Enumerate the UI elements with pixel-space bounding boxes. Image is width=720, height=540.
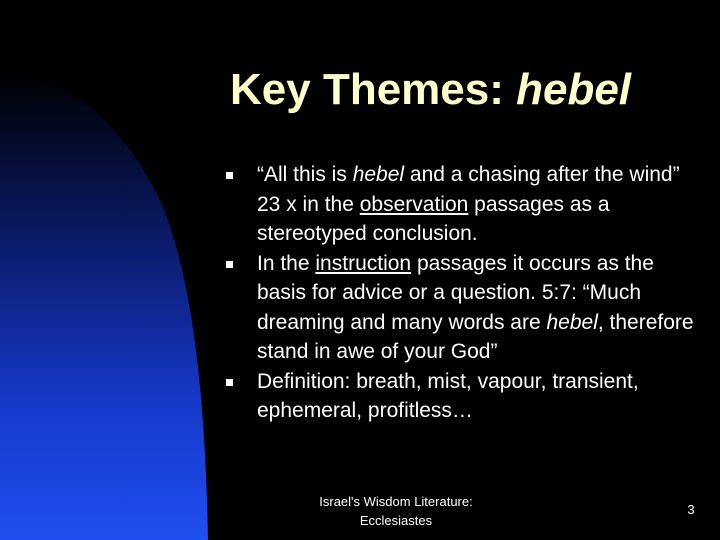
bullet-text-italic: hebel bbox=[546, 310, 598, 334]
title-emphasis: hebel bbox=[516, 65, 632, 114]
bullet-text: and a chasing after the wind” 23 x in the bbox=[257, 163, 680, 216]
slide-footer bbox=[280, 492, 512, 530]
bullet-square-icon bbox=[226, 172, 233, 179]
bullet-text-italic: hebel bbox=[352, 163, 405, 186]
bullet-text: passages as a stereotyped conclusion. bbox=[257, 192, 610, 245]
bullet-text-underlined: instruction bbox=[315, 251, 412, 275]
slide-title bbox=[230, 62, 700, 118]
bullet-list bbox=[226, 160, 696, 426]
bullet-text-underlined: observation bbox=[359, 192, 469, 216]
bullet-text: “All this is bbox=[257, 163, 353, 186]
page-number: 3 bbox=[687, 502, 695, 517]
bullet-item bbox=[226, 249, 696, 367]
bullet-square-icon bbox=[226, 379, 233, 386]
bullet-item bbox=[226, 367, 696, 426]
bullet-text: , therefore stand in awe of your God” bbox=[257, 310, 694, 363]
title-prefix: Key Themes: bbox=[230, 65, 517, 114]
bullet-square-icon bbox=[226, 261, 233, 268]
bullet-text: passages it occurs as the basis for advice or a question. 5:7: “Much dreaming and many words are bbox=[257, 251, 654, 334]
footer-line: Israel's Wisdom Literature: bbox=[319, 494, 473, 509]
bullet-text: Definition: breath, mist, vapour, transient, ephemeral, profitless… bbox=[257, 369, 639, 422]
bullet-text: In the bbox=[257, 251, 316, 275]
bullet-item bbox=[226, 160, 696, 249]
footer-line: Ecclesiastes bbox=[359, 513, 433, 528]
